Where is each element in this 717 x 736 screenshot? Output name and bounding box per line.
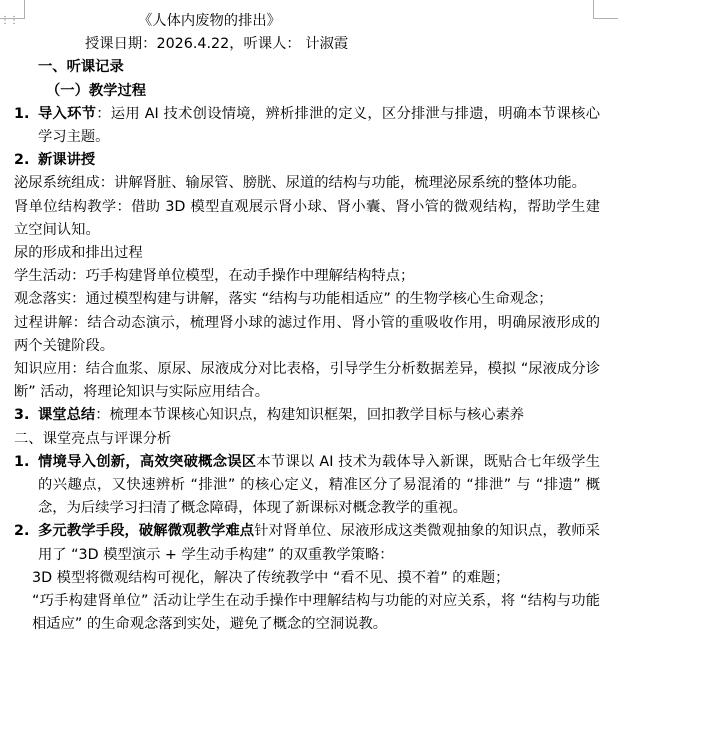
highlight-label: 多元教学手段，破解微观教学难点: [38, 523, 255, 540]
drag-handle-icon[interactable]: ⋮⋮: [0, 15, 18, 26]
paragraph-model-building: “巧手构建肾单位” 活动让学生在动手操作中理解结构与功能的对应关系，将 “结构与功能相适应” 的生命观念落到实处，避免了概念的空洞说教。: [32, 592, 600, 633]
highlight-text: 针对肾单位、尿液形成这类微观抽象的知识点，教师采用了 “3D 模型演示 + 学生动手构建” 的双重教学策略：: [38, 523, 601, 563]
item-label: 课堂总结: [38, 407, 96, 424]
paragraph-urinary-system: 泌尿系统组成：讲解肾脏、输尿管、膀胱、尿道的结构与功能，梳理泌尿系统的整体功能。: [14, 175, 586, 192]
paragraph-activity: 学生活动：巧手构建肾单位模型，在动手操作中理解结构特点；: [14, 268, 415, 285]
item-text: ：运用 AI 技术创设情境，辨析排泄的定义，区分排泄与排遗，明确本节课核心学习主题。: [38, 105, 600, 145]
list-number: 2.: [14, 152, 30, 169]
list-item-3: [14, 404, 600, 427]
list-number: 1.: [14, 453, 30, 470]
paragraph-nephron: 肾单位结构教学：借助 3D 模型直观展示肾小球、肾小囊、肾小管的微观结构，帮助学生建立空间认知。: [14, 198, 600, 238]
document-title: 《人体内废物的排出》: [138, 13, 281, 29]
highlight-text: 本节课以 AI 技术为载体导入新课，既贴合七年级学生的兴趣点，又快速辨析 “排泄” 的核心定义，精准区分了易混淆的 “排泄” 与 “排遗” 概念，为后续学习扫清了概念障碍，体现了新课标对概念教学的重视。: [38, 453, 600, 517]
paragraph-concept: 观念落实：通过模型构建与讲解，落实 “结构与功能相适应” 的生物学核心生命观念；: [14, 291, 553, 308]
highlight-item-2: [14, 520, 600, 566]
paragraph-formation: 尿的形成和排出过程: [14, 244, 143, 261]
list-number: 3.: [14, 407, 30, 424]
section-heading-2: 二、课堂亮点与评课分析: [14, 430, 172, 447]
subsection-heading-1: （一）教学过程: [46, 82, 147, 99]
document-page[interactable]: [14, 10, 600, 636]
paragraph-process: 过程讲解：结合动态演示，梳理肾小球的滤过作用、肾小管的重吸收作用，明确尿液形成的两个关键阶段。: [14, 314, 600, 354]
list-number: 2.: [14, 523, 30, 540]
item-label: 导入环节: [38, 105, 97, 122]
lesson-meta: 授课日期：2026.4.22，听课人： 计淑霞: [85, 36, 349, 53]
list-number: 1.: [14, 105, 30, 122]
highlight-label: 情境导入创新，高效突破概念误区: [38, 453, 257, 470]
list-item-1: [14, 103, 600, 149]
list-item-2: [14, 149, 600, 172]
highlight-item-1: [14, 451, 600, 521]
paragraph-application: 知识应用：结合血浆、原尿、尿液成分对比表格，引导学生分析数据差异，模拟 “尿液成分诊断” 活动，将理论知识与实际应用结合。: [14, 360, 600, 401]
section-heading-1: 一、听课记录: [38, 59, 124, 76]
item-text: ：梳理本节课核心知识点，构建知识框架，回扣教学目标与核心素养: [95, 407, 525, 424]
item-label: 新课讲授: [38, 152, 96, 169]
paragraph-3d-model: 3D 模型将微观结构可视化，解决了传统教学中 “看不见、摸不着” 的难题；: [32, 569, 510, 586]
